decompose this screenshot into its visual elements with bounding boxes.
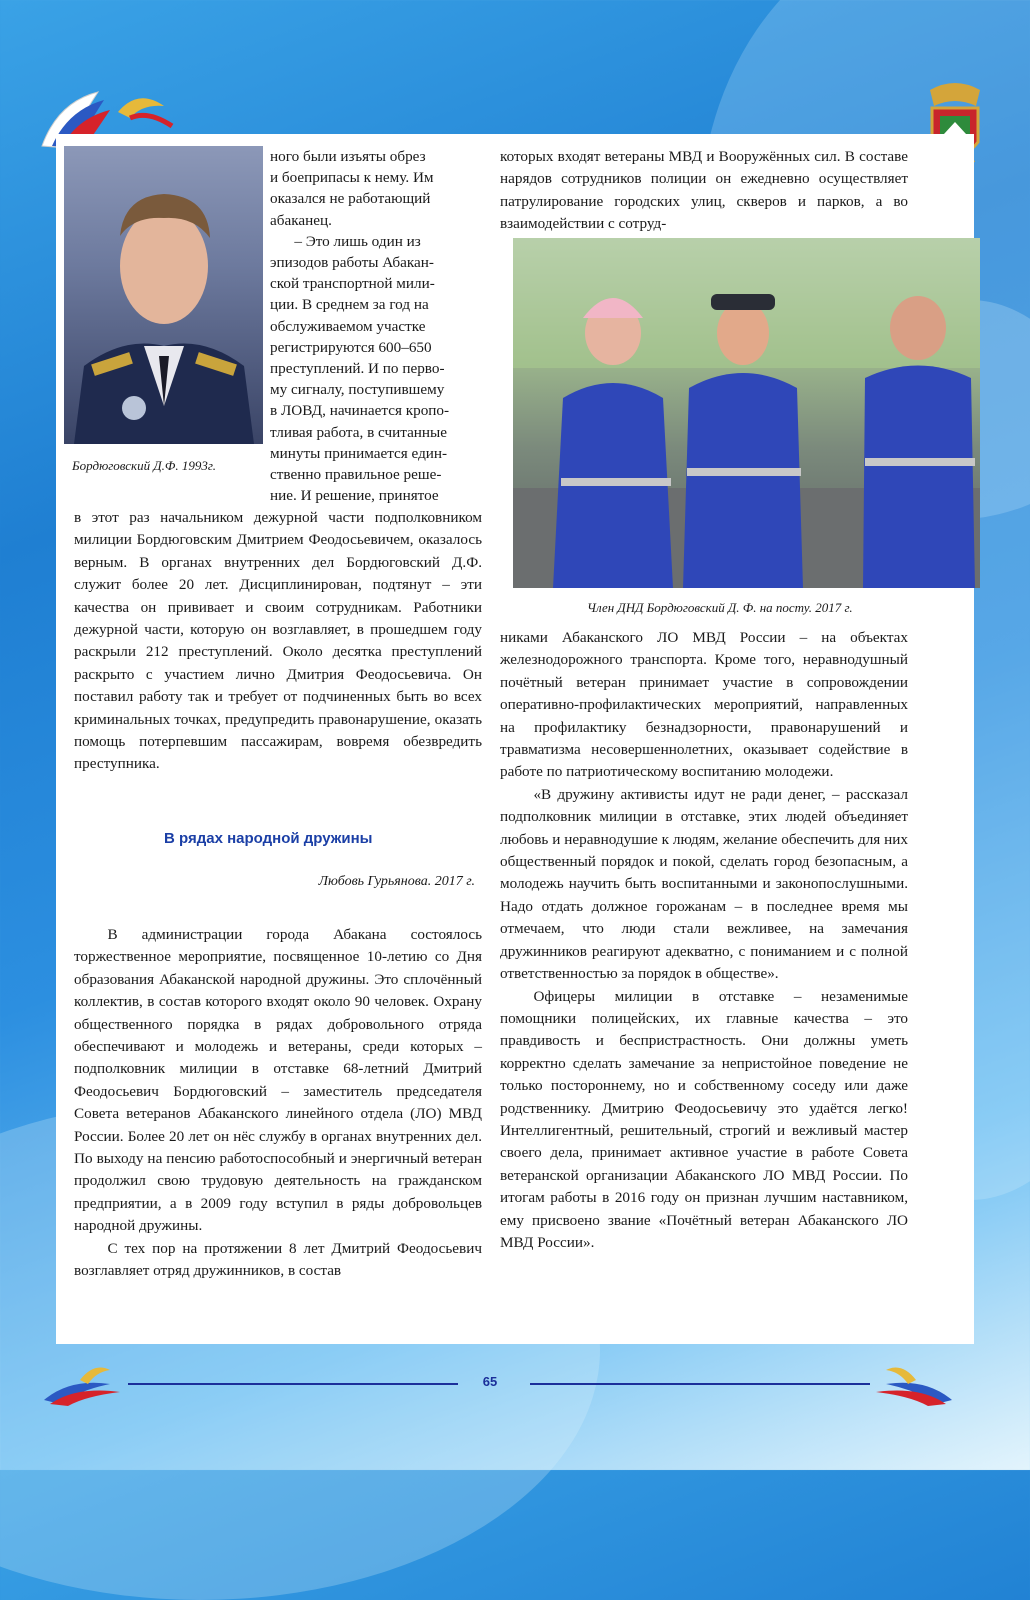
- text-line: преступлений. И по перво-: [270, 360, 445, 378]
- portrait-illustration: [64, 146, 263, 444]
- paragraph: «В дружину активисты идут не ради денег, – рассказал подполковник милиции в отставке, этих людей объединяет любовь и неравнодушие к людям, желание обеспечить для них общественный порядок и покой, сделать город безопасным, а молодежь научить быть воспитанными и законопослушными. Надо отдать должное горожанам – в последнее время мы отмечаем, что люди стали вежливее, на замечания дружинников реагируют адекватно, с пониманием и с полной ответственностью за порядок в обществе».: [500, 785, 908, 983]
- text-line: абаканец.: [270, 211, 332, 229]
- paragraph: никами Абаканского ЛО МВД России – на объектах железнодорожного транспорта. Кроме того, неравнодушный почётный ветеран принимает участие в сопровождении оперативно-профилактических мероприятий, направленных на профилактику безнадзорности, правонарушений и травматизма несовершеннолетних, оказывает содействие в работе по патриотическому воспитанию молодежи.: [500, 629, 908, 781]
- page-number: 65: [482, 1374, 498, 1389]
- text-line: оказался не работающий: [270, 190, 431, 208]
- text-line: – Это лишь один из: [294, 232, 421, 250]
- portrait-caption: Бордюговский Д.Ф. 1993г.: [72, 458, 217, 473]
- flag-laurel-icon: [866, 1360, 956, 1406]
- flag-laurel-icon: [40, 1360, 130, 1406]
- portrait-photo: [64, 146, 263, 444]
- footer-rule-left: [128, 1383, 458, 1385]
- left-column-continued: [74, 507, 482, 776]
- right-top-column: [500, 146, 908, 236]
- text-line: ции. В среднем за год на: [270, 296, 429, 314]
- patrol-illustration: [513, 238, 980, 588]
- text-line: ской транспортной мили-: [270, 275, 435, 293]
- narrow-column: [270, 146, 480, 506]
- text-line: минуты принимается един-: [270, 444, 448, 462]
- text-line: регистрируются 600–650: [270, 338, 432, 356]
- text-line: обслуживаемом участке: [270, 317, 426, 335]
- paragraph: которых входят ветераны МВД и Вооружённых сил. В составе нарядов сотрудников полиции он ежедневно осуществляет патрулирование городских улиц, скверов и парков, а во взаимодействии с сотруд-: [500, 148, 908, 233]
- text-line: ного были изъяты обрез: [270, 148, 426, 165]
- paragraph: Офицеры милиции в отставке – незаменимые помощники полицейских, их главные качества – это правдивость и беспристрастность. Они должны уметь корректно сделать замечание за непристойное поведение не только постороннему, но и собственному соседу или даже родственнику. Дмитрию Феодосьевичу это удаётся легко! Интеллигентный, решительный, строгий и вежливый мастер своего дела, принимает активное участие в работе Совета ветеранской организации Абаканского ЛО МВД России. По итогам работы в 2016 году он признан лучшим наставником, ему присвоено звание «Почётный ветеран Абаканского ЛО МВД России».: [500, 987, 908, 1251]
- paragraph: в этот раз начальником дежурной части подполковником милиции Бордюговским Дмитрием Феодосьевичем, оказалось верным. В органах внутренних дел Бордюговский Д.Ф. служит более 20 лет. Дисциплинирован, подтянут – эти качества он прививает и своим сотрудникам. Работники дежурной части, которую он возглавляет, в прошедшем году раскрыли 212 преступлений. Около десятка преступлений раскрыто с участием лично Дмитрия Феодосьевича. Он поставил работу так и требует от подчиненных быть во всех криминальных точках, предупредить правонарушение, оказать помощь потерпевшим пассажирам, вовремя обезвредить преступника.: [74, 509, 482, 773]
- text-line: и боеприпасы к нему. Им: [270, 169, 434, 187]
- text-line: тливая работа, в считанные: [270, 423, 448, 441]
- text-line: му сигналу, поступившему: [270, 381, 445, 399]
- left-bottom-column: [74, 924, 482, 1283]
- paragraph: С тех пор на протяжении 8 лет Дмитрий Феодосьевич возглавляет отряд дружинников, в состав: [74, 1239, 482, 1280]
- author-line: Любовь Гурьянова. 2017 г.: [318, 874, 475, 889]
- patrol-caption: Член ДНД Бордюговский Д. Ф. на посту. 2017 г.: [587, 600, 853, 615]
- right-bottom-column: [500, 627, 908, 1254]
- footer-rule-right: [530, 1383, 870, 1385]
- paragraph: В администрации города Абакана состоялось торжественное мероприятие, посвященное 10-летию со Дня образования Абаканской народной дружины. Это сплочённый коллектив, в состав которого входят около 90 человек. Охрану общественного порядка в рядах добровольного отряда обеспечивают и молодежь и ветераны, среди которых – подполковник милиции в отставке 68-летний Дмитрий Феодосьевич Бордюговский – заместитель председателя Совета ветеранов Абаканского линейного отдела (ЛО) МВД России. Более 20 лет он нёс службу в органах внутренних дел. По выходу на пенсию работоспособный и энергичный ветеран продолжил свою трудовую деятельность на гражданском предприятии, а в 2009 году вступил в ряды добровольцев народной дружины.: [74, 926, 482, 1235]
- section-title: В рядах народной дружины: [164, 830, 373, 847]
- text-line: эпизодов работы Абакан-: [270, 254, 434, 272]
- text-line: ние. И решение, принятое: [270, 487, 439, 505]
- text-line: ственно правильное реше-: [270, 466, 442, 484]
- patrol-photo: [513, 238, 980, 588]
- text-line: в ЛОВД, начинается кропо-: [270, 402, 450, 420]
